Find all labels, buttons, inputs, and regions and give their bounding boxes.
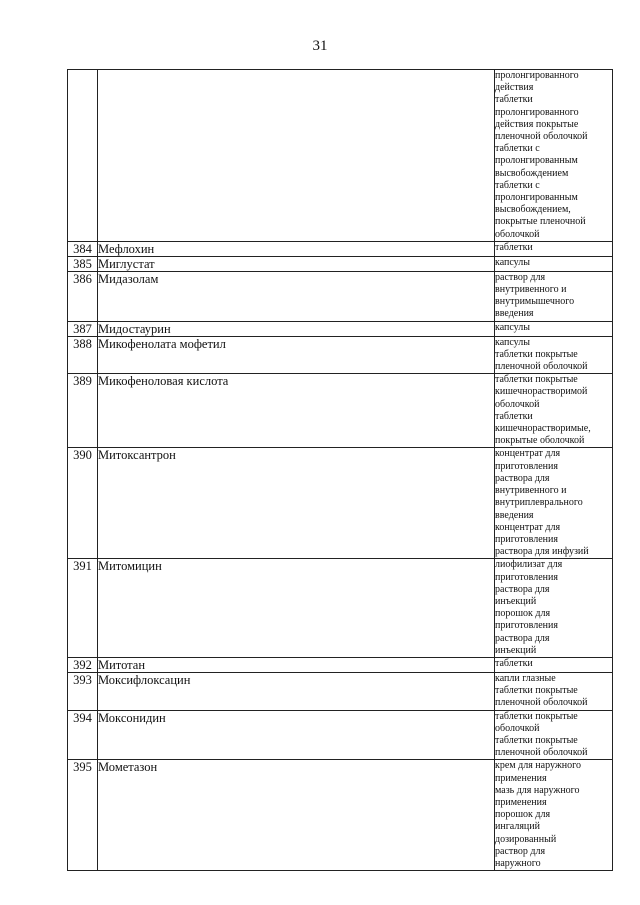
drug-name: Микофеноловая кислота <box>98 374 495 448</box>
dosage-forms <box>495 374 613 448</box>
dosage-form-line: капсулы <box>495 256 530 268</box>
table-row <box>68 271 613 321</box>
dosage-form-line: раствор для <box>495 271 546 283</box>
dosage-forms <box>495 70 613 242</box>
dosage-forms <box>495 336 613 374</box>
table-row <box>68 672 613 710</box>
dosage-form-line: внутривенного и <box>495 284 567 296</box>
table-row <box>68 559 613 658</box>
dosage-form-line: капсулы <box>495 321 530 333</box>
dosage-form-line: таблетки <box>495 94 533 106</box>
dosage-form-line: оболочкой <box>495 398 540 410</box>
row-number: 392 <box>68 657 98 672</box>
dosage-forms <box>495 559 613 658</box>
dosage-form-line: кишечнорастворимые, <box>495 423 591 435</box>
dosage-form-line: инъекций <box>495 595 537 607</box>
dosage-form-line: введения <box>495 509 534 521</box>
drug-name <box>98 70 495 242</box>
table-row <box>68 448 613 559</box>
row-number: 395 <box>68 760 98 871</box>
dosage-form-line: высвобождением <box>495 167 569 179</box>
dosage-form-line: капли глазные <box>495 672 556 684</box>
dosage-form-line: концентрат для <box>495 521 561 533</box>
dosage-form-line: крем для наружного <box>495 760 581 772</box>
table-row <box>68 657 613 672</box>
dosage-forms <box>495 321 613 336</box>
drug-table-body <box>68 70 613 871</box>
dosage-form-line: дозированный <box>495 833 557 845</box>
dosage-forms <box>495 657 613 672</box>
dosage-form-line: кишечнорастворимой <box>495 386 588 398</box>
dosage-form-line: внутримышечного <box>495 296 575 308</box>
table-row <box>68 374 613 448</box>
dosage-forms <box>495 760 613 871</box>
dosage-form-line: приготовления <box>495 620 558 632</box>
dosage-form-line: покрытые оболочкой <box>495 435 585 447</box>
dosage-form-line: инъекций <box>495 644 537 656</box>
drug-name: Митотан <box>98 657 495 672</box>
page-number: 31 <box>312 38 328 54</box>
row-number: 387 <box>68 321 98 336</box>
table-row <box>68 760 613 871</box>
drug-name: Моксифлоксацин <box>98 672 495 710</box>
dosage-form-line: действия <box>495 82 534 94</box>
dosage-form-line: таблетки покрытые <box>495 734 578 746</box>
drug-name: Мидостаурин <box>98 321 495 336</box>
dosage-form-line: внутривенного и <box>495 485 567 497</box>
drug-table <box>67 69 613 871</box>
dosage-form-line: таблетки покрытые <box>495 685 578 697</box>
table-row <box>68 70 613 242</box>
dosage-form-line: приготовления <box>495 460 558 472</box>
dosage-form-line: введения <box>495 308 534 320</box>
table-row <box>68 321 613 336</box>
dosage-form-line: приготовления <box>495 533 558 545</box>
dosage-form-line: пленочной оболочкой <box>495 361 588 373</box>
dosage-form-line: пленочной оболочкой <box>495 697 588 709</box>
dosage-form-line: раствора для <box>495 583 550 595</box>
dosage-form-line: таблетки <box>495 241 533 253</box>
dosage-form-line: мазь для наружного <box>495 784 580 796</box>
drug-name: Моксонидин <box>98 710 495 760</box>
dosage-form-line: применения <box>495 772 547 784</box>
table-row <box>68 256 613 271</box>
dosage-form-line: действия покрытые <box>495 118 579 130</box>
dosage-form-line: пленочной оболочкой <box>495 131 588 143</box>
dosage-form-line: концентрат для <box>495 448 561 460</box>
row-number: 385 <box>68 256 98 271</box>
dosage-form-line: раствора для <box>495 632 550 644</box>
table-row <box>68 336 613 374</box>
dosage-form-line: раствора для <box>495 472 550 484</box>
dosage-form-line: наружного <box>495 857 541 869</box>
dosage-form-line: порошок для <box>495 608 551 620</box>
row-number: 389 <box>68 374 98 448</box>
dosage-forms <box>495 672 613 710</box>
dosage-form-line: оболочкой <box>495 722 540 734</box>
drug-name: Мометазон <box>98 760 495 871</box>
dosage-form-line: пролонгированного <box>495 106 579 118</box>
dosage-forms <box>495 710 613 760</box>
row-number: 394 <box>68 710 98 760</box>
drug-name: Мидазолам <box>98 271 495 321</box>
drug-name: Миглустат <box>98 256 495 271</box>
row-number: 384 <box>68 241 98 256</box>
dosage-form-line: пролонгированным <box>495 192 578 204</box>
row-number: 390 <box>68 448 98 559</box>
dosage-forms <box>495 448 613 559</box>
row-number <box>68 70 98 242</box>
drug-name: Митомицин <box>98 559 495 658</box>
row-number: 393 <box>68 672 98 710</box>
dosage-form-line: оболочкой <box>495 228 540 240</box>
drug-name: Микофенолата мофетил <box>98 336 495 374</box>
dosage-form-line: таблетки <box>495 410 533 422</box>
row-number: 386 <box>68 271 98 321</box>
row-number: 391 <box>68 559 98 658</box>
dosage-form-line: пленочной оболочкой <box>495 747 588 759</box>
dosage-form-line: покрытые пленочной <box>495 216 586 228</box>
dosage-form-line: таблетки покрытые <box>495 348 578 360</box>
dosage-form-line: ингаляций <box>495 821 540 833</box>
dosage-form-line: внутриплеврального <box>495 497 583 509</box>
dosage-form-line: капсулы <box>495 336 530 348</box>
dosage-form-line: высвобождением, <box>495 204 571 216</box>
dosage-form-line: лиофилизат для <box>495 559 563 571</box>
dosage-forms <box>495 256 613 271</box>
dosage-form-line: таблетки с <box>495 143 540 155</box>
dosage-form-line: таблетки покрытые <box>495 710 578 722</box>
dosage-forms <box>495 271 613 321</box>
dosage-form-line: применения <box>495 796 547 808</box>
table-row <box>68 710 613 760</box>
dosage-form-line: раствора для инфузий <box>495 546 589 558</box>
dosage-form-line: порошок для <box>495 809 551 821</box>
dosage-form-line: приготовления <box>495 571 558 583</box>
table-row <box>68 241 613 256</box>
dosage-form-line: пролонгированного <box>495 70 579 81</box>
dosage-forms <box>495 241 613 256</box>
dosage-form-line: пролонгированным <box>495 155 578 167</box>
drug-name: Мефлохин <box>98 241 495 256</box>
row-number: 388 <box>68 336 98 374</box>
dosage-form-line: таблетки <box>495 657 533 669</box>
dosage-form-line: раствор для <box>495 845 546 857</box>
dosage-form-line: таблетки покрытые <box>495 374 578 386</box>
drug-name: Митоксантрон <box>98 448 495 559</box>
dosage-form-line: таблетки с <box>495 179 540 191</box>
